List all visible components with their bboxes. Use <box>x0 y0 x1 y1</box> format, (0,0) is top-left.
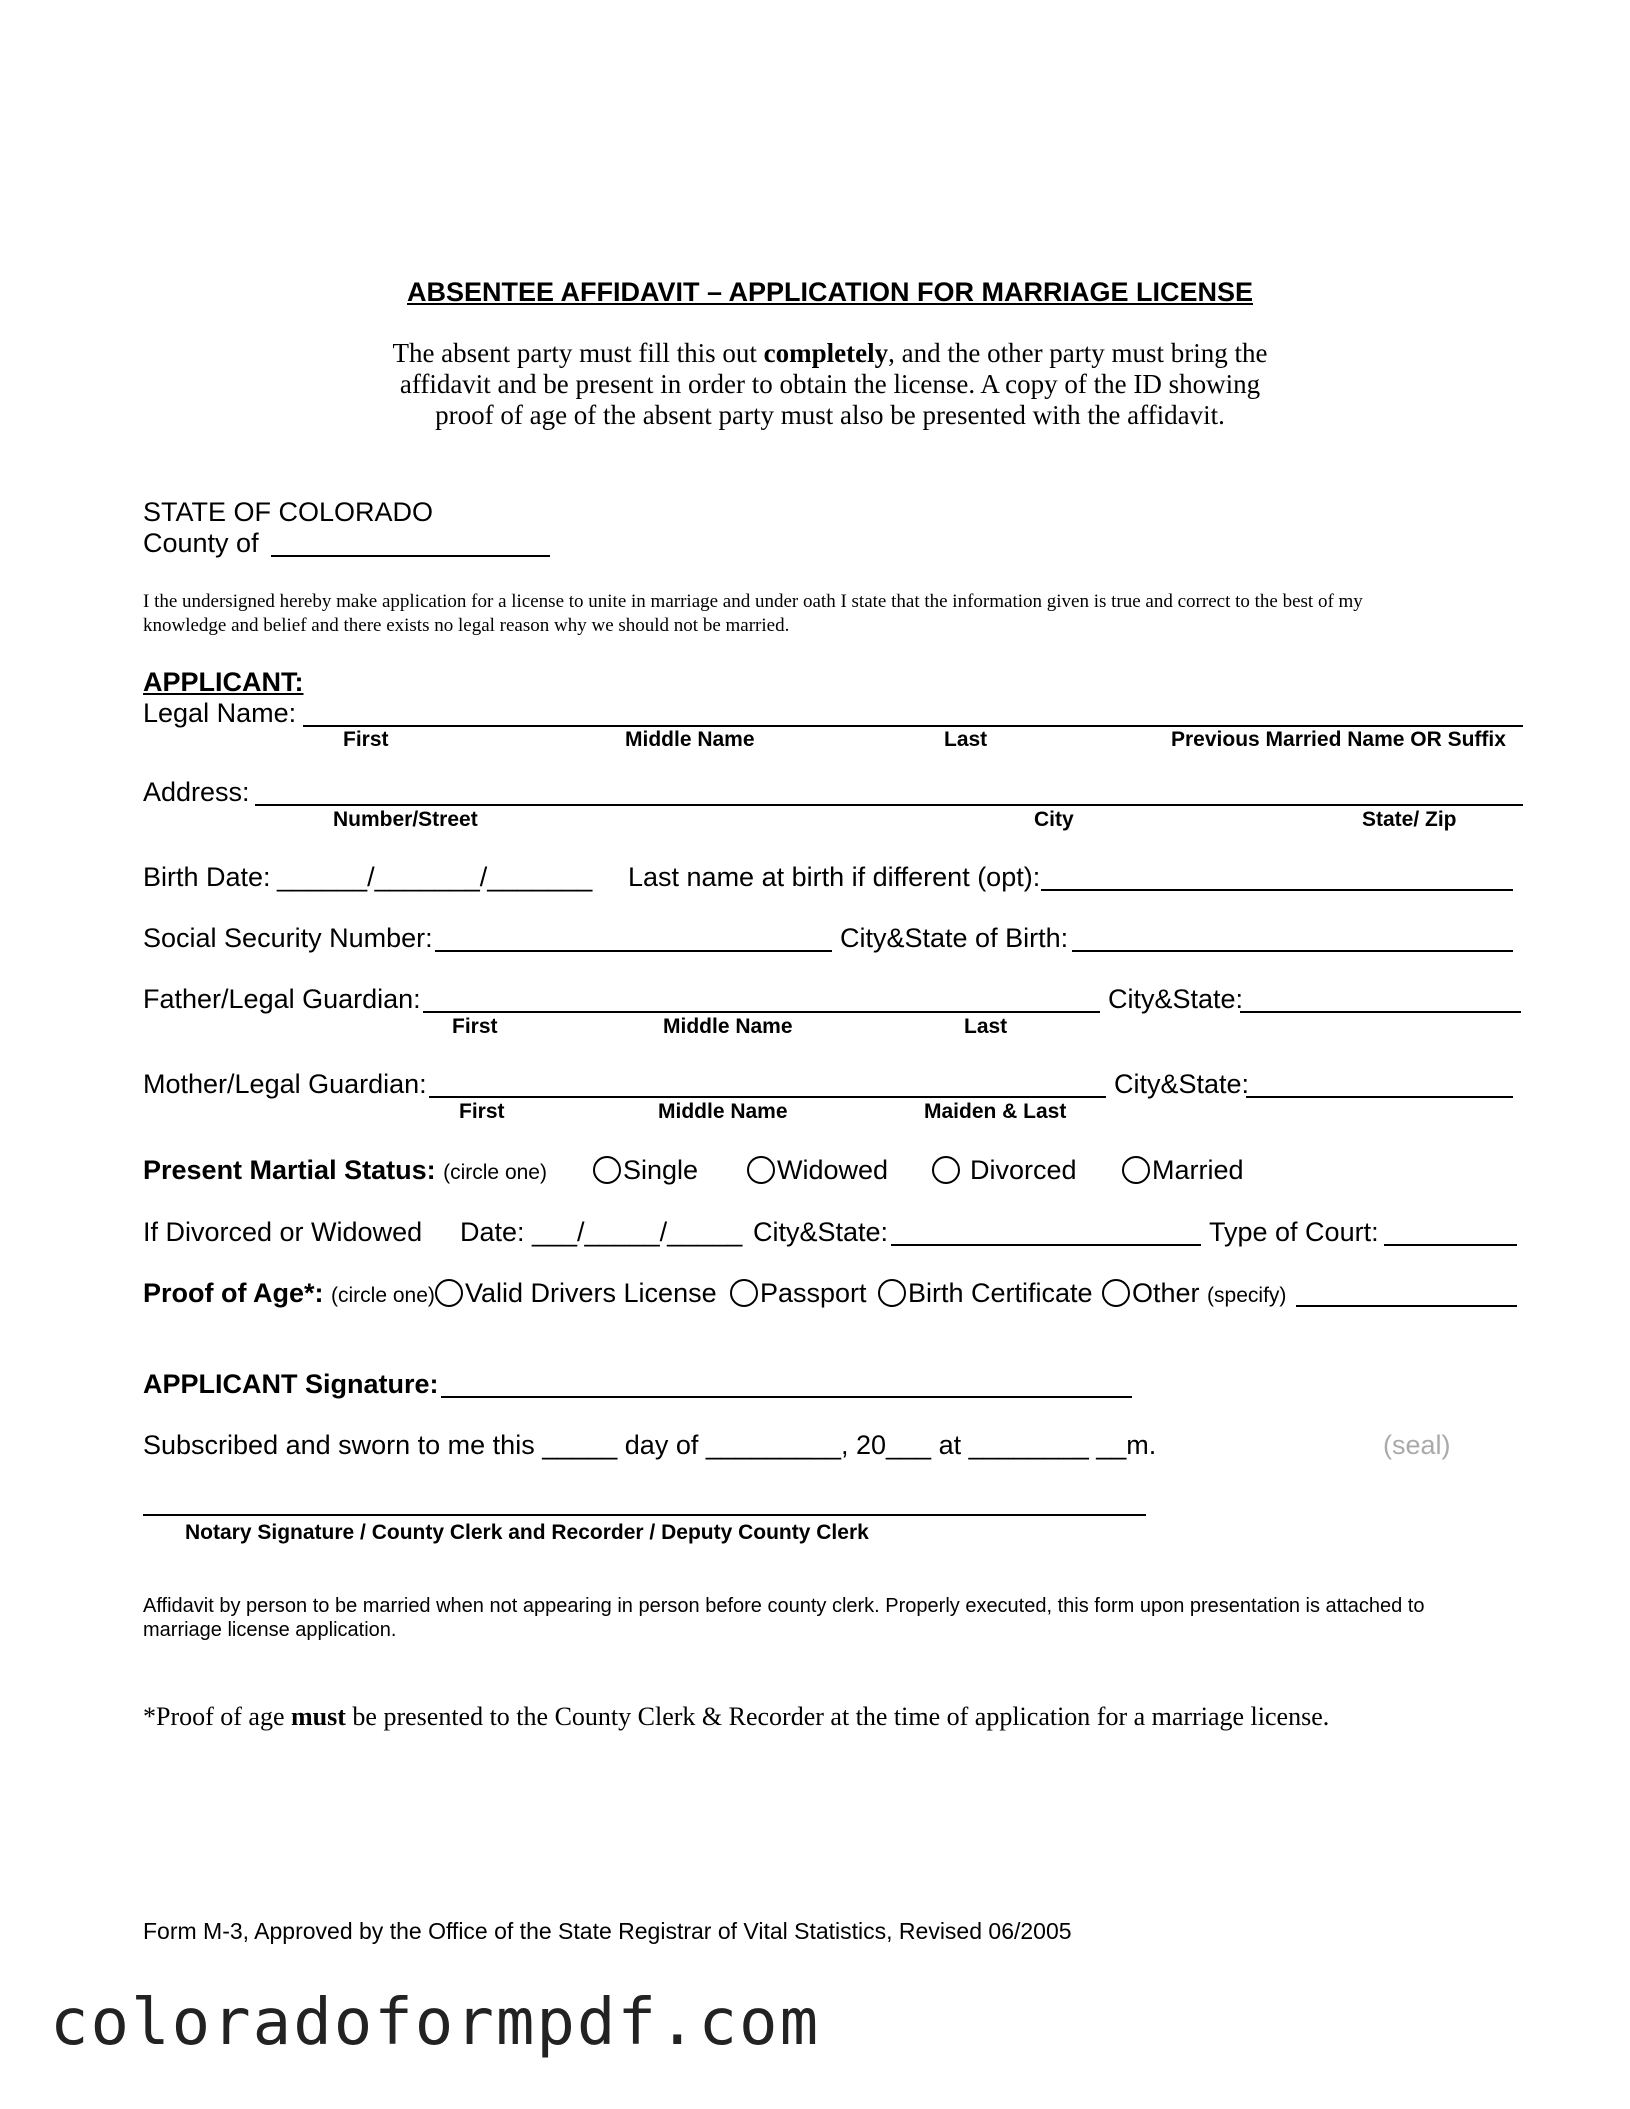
last-name-birth-label: Last name at birth if different (opt): <box>628 862 1041 892</box>
marital-status-hint: (circle one) <box>443 1161 547 1184</box>
mother-maiden-caption: Maiden & Last <box>924 1100 1067 1123</box>
marital-option-widowed[interactable]: Widowed <box>747 1155 888 1186</box>
radio-circle-icon <box>1102 1279 1130 1307</box>
marital-option-single[interactable]: Single <box>593 1155 698 1186</box>
divorced-city-state-field[interactable] <box>891 1244 1201 1246</box>
mother-first-caption: First <box>459 1100 505 1123</box>
proof-option-passport[interactable]: Passport <box>730 1278 867 1309</box>
divorced-date-field[interactable]: ___/_____/_____ <box>532 1217 743 1247</box>
oath-text: I the undersigned hereby make application for a license to unite in marriage and under oath I state that the information given is true and correct to the best of my knowledge and belief and there exists no legal reason why we should not be married. <box>143 591 1363 636</box>
radio-circle-icon <box>730 1279 758 1307</box>
legal-name-field[interactable] <box>303 725 1523 727</box>
address-state-zip-caption: State/ Zip <box>1362 808 1457 831</box>
mother-city-state-label: City&State: <box>1114 1069 1250 1099</box>
signature-field[interactable] <box>441 1396 1132 1398</box>
proof-option-license[interactable]: Valid Drivers License <box>435 1278 717 1309</box>
county-label: County of <box>143 528 259 558</box>
proof-specify-hint: (specify) <box>1207 1284 1287 1307</box>
radio-circle-icon <box>593 1156 621 1184</box>
marital-option-divorced[interactable]: Divorced <box>932 1155 1077 1186</box>
footer-note: Affidavit by person to be married when not appearing in person before county clerk. Properly executed, this form upon presentation is attached to marriage license application. <box>143 1595 1425 1641</box>
radio-circle-icon <box>932 1156 960 1184</box>
radio-circle-icon <box>747 1156 775 1184</box>
radio-circle-icon <box>1122 1156 1150 1184</box>
applicant-heading: APPLICANT: <box>143 667 304 697</box>
ssn-field[interactable] <box>435 950 832 952</box>
father-city-state-field[interactable] <box>1240 1011 1521 1013</box>
address-city-caption: City <box>1034 808 1074 831</box>
legal-name-previous-caption: Previous Married Name OR Suffix <box>1171 728 1506 751</box>
form-id: Form M-3, Approved by the Office of the State Registrar of Vital Statistics, Revised 06/2005 <box>143 1918 1072 1944</box>
birth-city-state-field[interactable] <box>1072 950 1513 952</box>
court-type-label: Type of Court: <box>1209 1217 1379 1247</box>
legal-name-last-caption: Last <box>944 728 988 751</box>
notary-signature-field[interactable] <box>143 1514 1146 1516</box>
birth-date-label: Birth Date: <box>143 862 271 892</box>
proof-age-hint: (circle one) <box>331 1284 435 1307</box>
court-type-field[interactable] <box>1384 1244 1517 1246</box>
mother-middle-caption: Middle Name <box>658 1100 788 1123</box>
mother-city-state-field[interactable] <box>1246 1096 1513 1098</box>
notary-caption: Notary Signature / County Clerk and Recorder / Deputy County Clerk <box>185 1521 869 1544</box>
radio-circle-icon <box>878 1279 906 1307</box>
father-first-caption: First <box>452 1015 498 1038</box>
father-name-field[interactable] <box>423 1011 1100 1013</box>
father-label: Father/Legal Guardian: <box>143 984 421 1014</box>
signature-label: APPLICANT Signature: <box>143 1369 439 1399</box>
state-heading: STATE OF COLORADO <box>143 497 434 527</box>
proof-option-birth-certificate[interactable]: Birth Certificate <box>878 1278 1093 1309</box>
ssn-label: Social Security Number: <box>143 923 433 953</box>
divorced-label: If Divorced or Widowed <box>143 1217 423 1247</box>
form-title: ABSENTEE AFFIDAVIT – APPLICATION FOR MARRIAGE LICENSE <box>406 277 1254 307</box>
mother-label: Mother/Legal Guardian: <box>143 1069 427 1099</box>
address-field[interactable] <box>255 804 1523 806</box>
marital-option-married[interactable]: Married <box>1122 1155 1244 1186</box>
father-middle-caption: Middle Name <box>663 1015 793 1038</box>
father-city-state-label: City&State: <box>1108 984 1244 1014</box>
proof-other-field[interactable] <box>1296 1305 1517 1307</box>
address-label: Address: <box>143 777 250 807</box>
address-street-caption: Number/Street <box>333 808 478 831</box>
father-last-caption: Last <box>964 1015 1008 1038</box>
mother-name-field[interactable] <box>429 1096 1106 1098</box>
watermark: coloradoformpdf.com <box>50 1986 821 2060</box>
legal-name-first-caption: First <box>343 728 389 751</box>
intro-paragraph: The absent party must fill this out completely, and the other party must bring the affidavit and be present in order to obtain the license. A copy of the ID showing proof of age of the absent party must also be presented with the affidavit. <box>392 338 1268 430</box>
divorced-city-state-label: City&State: <box>753 1217 889 1247</box>
proof-note: *Proof of age must be presented to the County Clerk & Recorder at the time of application for a marriage license. <box>143 1702 1330 1731</box>
divorced-date-label: Date: <box>460 1217 525 1247</box>
sworn-statement: Subscribed and sworn to me this _____ day of _________, 20___ at ________ __m. <box>143 1430 1157 1460</box>
proof-option-other[interactable]: Other (specify) <box>1102 1278 1286 1309</box>
marital-status-label: Present Martial Status: (circle one) <box>143 1155 547 1185</box>
birth-date-field[interactable]: ______/_______/_______ <box>277 862 593 892</box>
last-name-birth-field[interactable] <box>1041 889 1513 891</box>
birth-city-state-label: City&State of Birth: <box>840 923 1069 953</box>
proof-age-label: Proof of Age*: (circle one) <box>143 1278 435 1308</box>
radio-circle-icon <box>435 1279 463 1307</box>
legal-name-label: Legal Name: <box>143 698 297 728</box>
seal-placeholder: (seal) <box>1383 1430 1451 1460</box>
legal-name-middle-caption: Middle Name <box>625 728 755 751</box>
county-field[interactable] <box>271 555 550 557</box>
